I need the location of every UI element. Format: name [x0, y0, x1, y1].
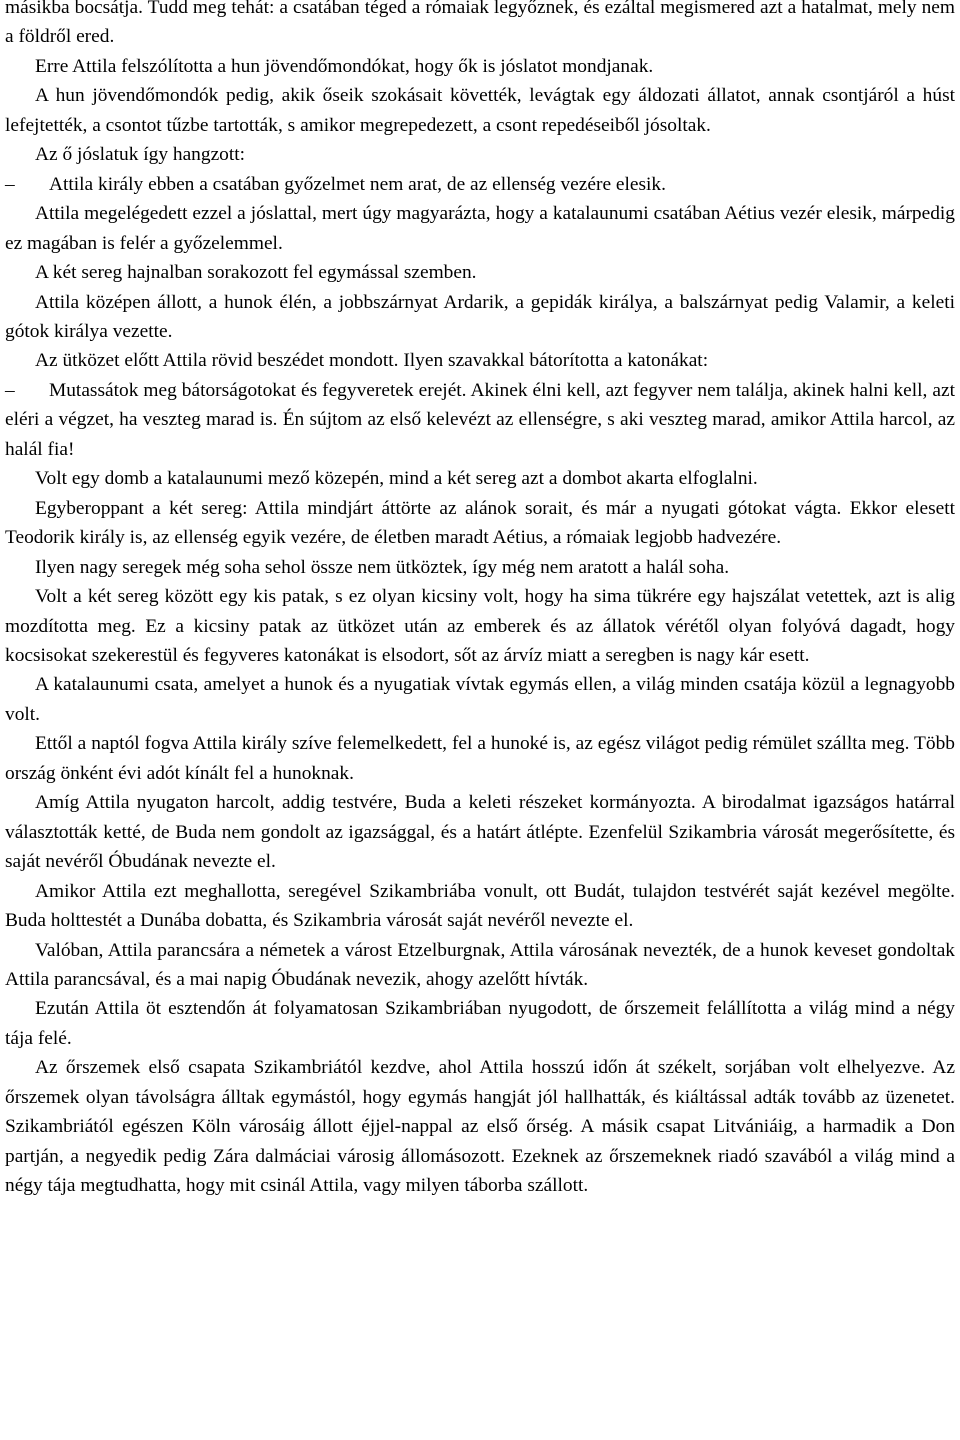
paragraph: Erre Attila felszólította a hun jövendőmondókat, hogy ők is jóslatot mondjanak.: [35, 55, 654, 77]
paragraph: Egyberoppant a két sereg: Attila mindjárt áttörte az alánok sorait, és már a nyugati gótokat vágta. Ekkor elesett Teodorik király is, az ellenség egyik vezére, de életben maradt Aétius, a rómaiak legjobb hadvezére.: [5, 497, 955, 549]
paragraph: Attila megelégedett ezzel a jóslattal, mert úgy magyarázta, hogy a katalaunumi csatában Aétius vezér elesik, márpedig ez magában is felér a győzelemmel.: [5, 203, 955, 254]
paragraph: Amikor Attila ezt meghallotta, seregével Szikambriába vonult, ott Budát, tulajdon testvérét saját kezével megölte. Buda holttestét a Dunába dobatta, és Szikambria városát saját nevéről nevezte el.: [5, 880, 955, 932]
document-page: [5, 0, 955, 1201]
paragraph: Volt egy domb a katalaunumi mező közepén, mind a két sereg azt a dombot akarta elfoglalni.: [35, 468, 758, 490]
dialogue-text: Attila király ebben a csatában győzelmet nem arat, de az ellenség vezére elesik.: [49, 173, 666, 195]
paragraph: Az őrszemek első csapata Szikambriától kezdve, ahol Attila hosszú időn át székelt, sorjában volt elhelyezve. Az őrszemek olyan távolságra álltak egymástól, hogy egymás hangját jól hallhatták, és kiáltással adták tovább az üzenetet. Szikambriától egészen Köln városáig állott éjjel-nappal az első őrség. A másik csapat Litvániáig, a harmadik a Don partján, a negyedik pedig Zára dalmáciai városig állomásozott. Ezeknek az őrszemeknek riadó szavából a világ mind a négy tája megtudhatta, hogy mit csinál Attila, vagy milyen táborba szállott.: [5, 1057, 955, 1197]
paragraph: Az ütközet előtt Attila rövid beszédet mondott. Ilyen szavakkal bátorította a katonákat:: [35, 350, 709, 372]
paragraph: Az ő jóslatuk így hangzott:: [35, 144, 246, 166]
paragraph: Amíg Attila nyugaton harcolt, addig testvére, Buda a keleti részeket kormányozta. A birodalmat igazságos határral választották ketté, de Buda nem gondolt az igazsággal, és a határt átlépte. Ezenfelül Szikambria városát megerősítette, és saját nevéről Óbudának nevezte el.: [5, 792, 955, 873]
paragraph: Ettől a naptól fogva Attila király szíve felemelkedett, fel a hunoké is, az egész világot pedig rémület szállta meg. Több ország önként évi adót kínált fel a hunoknak.: [5, 733, 955, 784]
dialogue-dash: –: [5, 379, 15, 401]
paragraph: A két sereg hajnalban sorakozott fel egymással szemben.: [35, 262, 477, 284]
paragraph: Ezután Attila öt esztendőn át folyamatosan Szikambriában nyugodott, de őrszemeit felállította a világ mind a négy tája felé.: [5, 998, 955, 1049]
dialogue-paragraph: [5, 376, 955, 464]
dialogue-dash: –: [5, 173, 15, 195]
paragraph: A katalaunumi csata, amelyet a hunok és a nyugatiak vívtak egymás ellen, a világ minden csatája közül a legnagyobb volt.: [5, 674, 955, 725]
paragraph: Ilyen nagy seregek még soha sehol össze nem ütköztek, így még nem aratott a halál soha.: [35, 556, 730, 578]
paragraph: Valóban, Attila parancsára a németek a várost Etzelburgnak, Attila városának nevezték, de a hunok keveset gondoltak Attila parancsával, és a mai napig Óbudának nevezik, ahogy azelőtt hívták.: [5, 939, 955, 990]
paragraph: másikba bocsátja. Tudd meg tehát: a csatában téged a rómaiak legyőznek, és ezáltal megismered azt a hatalmat, mely nem a földről ered.: [5, 0, 955, 48]
paragraph: A hun jövendőmondók pedig, akik őseik szokásait követték, levágtak egy áldozati állatot, annak csontjáról a húst lefejtették, a csontot tűzbe tartották, s amikor megrepedezett, a csont repedéseiből jósoltak.: [5, 85, 955, 136]
dialogue-text: Mutassátok meg bátorságotokat és fegyveretek erejét. Akinek élni kell, azt fegyver nem találja, akinek halni kell, azt eléri a végzet, ha veszteg marad is. Én sújtom az első kelevézt az ellenségre, s aki veszteg marad, amikor Attila harcol, az halál fia!: [5, 379, 955, 460]
paragraph: Volt a két sereg között egy kis patak, s ez olyan kicsiny volt, hogy ha sima tükrére egy hajszálat vetettek, azt is alig mozdította meg. Ez a kicsiny patak az ütközet után az emberek és az állatok vérétől olyan folyóvá dagadt, hogy kocsisokat szekerestül és fegyveres katonákat is elsodort, sőt az árvíz miatt a seregben is nagy kár esett.: [5, 586, 955, 666]
dialogue-paragraph: [5, 170, 955, 199]
paragraph: Attila középen állott, a hunok élén, a jobbszárnyat Ardarik, a gepidák királya, a balszárnyat pedig Valamir, a keleti gótok királya vezette.: [5, 291, 955, 342]
